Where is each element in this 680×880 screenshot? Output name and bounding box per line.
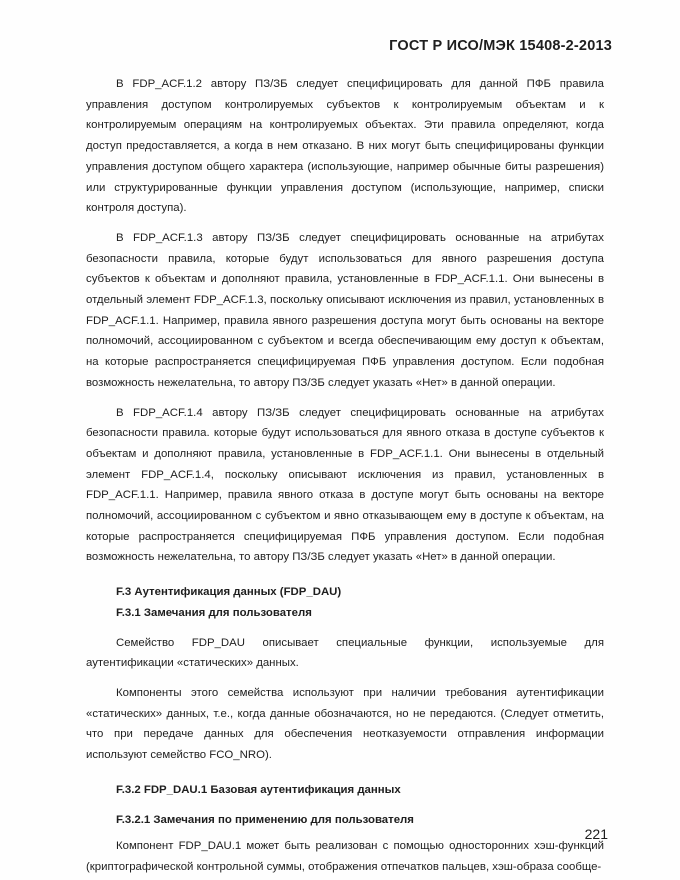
- document-body: [86, 74, 604, 878]
- section-heading-f3-2-1: F.3.2.1 Замечания по применению для пользователя: [116, 813, 414, 826]
- paragraph-acf-1-2: В FDP_ACF.1.2 автору ПЗ/ЗБ следует специфицировать для данной ПФБ правила управления доступом контролируемых субъектов к контролируемым объектам и к контролируемым операциям на контролируемых объектах. Эти правила определяют, когда доступ предоставляется, а когда в нем отказано. В них могут быть специфицированы функции управления доступом общего характера (использующие, например обычные биты разрешения) или структурированные функции управления доступом (использующие, например, списки контроля доступа).: [86, 78, 604, 215]
- section-heading-f3-2: F.3.2 FDP_DAU.1 Базовая аутентификация данных: [116, 783, 401, 796]
- section-heading-f3-1: F.3.1 Замечания для пользователя: [116, 606, 312, 619]
- document-header: ГОСТ Р ИСО/МЭК 15408-2-2013: [389, 38, 612, 54]
- paragraph-dau-1: Компонент FDP_DAU.1 может быть реализован с помощью односторонних хэш-функций (криптографической контрольной суммы, отображения отпечатков пальцев, хэш-образа сообще-: [86, 840, 604, 873]
- paragraph-dau-components: Компоненты этого семейства используют при наличии требования аутентификации «статических» данных, т.е., когда данные обозначаются, но не передаются. (Следует отметить, что при передаче данных для обеспечения неотказуемости отправления информации используют семейство FCO_NRO).: [86, 686, 604, 762]
- paragraph-dau-family: Семейство FDP_DAU описывает специальные функции, используемые для аутентификации «статических» данных.: [86, 636, 604, 670]
- section-heading-f3: F.3 Аутентификация данных (FDP_DAU): [116, 586, 342, 599]
- page-number: 221: [584, 826, 608, 842]
- paragraph-acf-1-4: В FDP_ACF.1.4 автору ПЗ/ЗБ следует специфицировать основанные на атрибутах безопасности правила. которые будут использоваться для явного отказа в доступе субъектов к объектам и дополняют правила, установленные в FDP_ACF.1.1. Они вынесены в отдельный элемент FDP_ACF.1.4, поскольку описывают исключения из правил, установленных в FDP_ACF.1.1. Например, правила явного отказа в доступе могут быть основаны на векторе полномочий, ассоциированном с субъектом и явно отказывающем ему в доступе к объектам, на которые распространяется специфицируемая ПФБ управления доступом. Если подобная возможность нежелательна, то автору ПЗ/ЗБ следует указать «Нет» в данной операции.: [86, 406, 604, 564]
- paragraph-acf-1-3: В FDP_ACF.1.3 автору ПЗ/ЗБ следует специфицировать основанные на атрибутах безопасности правила, которые будут использоваться для явного разрешения доступа субъектов к объектам и дополняют правила, установленные в FDP_ACF.1.1. Они вынесены в отдельный элемент FDP_ACF.1.3, поскольку описывают исключения из правил, установленных в FDP_ACF.1.1. Например, правила явного разрешения доступа могут быть основаны на векторе полномочий, ассоциированном с субъектом и всегда обеспечивающим ему доступ к объектам, на которые распространяется специфицируемая ПФБ управления доступом. Если подобная возможность нежелательна, то автору ПЗ/ЗБ следует указать «Нет» в данной операции.: [86, 231, 604, 389]
